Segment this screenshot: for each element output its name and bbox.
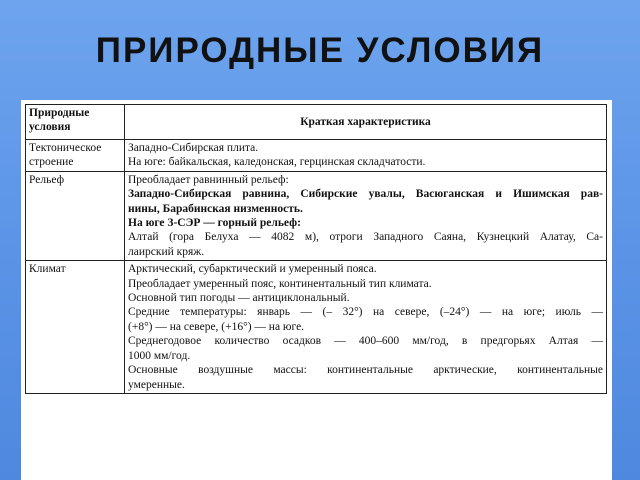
content-line: Преобладает умеренный пояс, континентальный тип климата.	[128, 277, 432, 290]
content-line: 1000 мм/год.	[128, 349, 191, 362]
content-line: Преобладает равнинный рельеф:	[128, 173, 289, 186]
row-content-tectonics	[125, 140, 607, 172]
content-line: Основной тип погоды — антициклональный.	[128, 292, 350, 305]
table-row-climate	[26, 261, 607, 394]
content-line: (+8°) — на севере, (+16°) — на юге.	[128, 320, 305, 333]
content-line: Среднегодовое количество осадков — 400–600 мм/год, в предгорьях Алтая —	[128, 335, 603, 348]
table-row-relief	[26, 171, 607, 260]
content-line: Западно-Сибирская равнина, Сибирские увалы, Васюганская и Ишимская рав-	[128, 188, 603, 201]
row-content-climate	[125, 261, 607, 394]
content-line: Алтай (гора Белуха — 4082 м), отроги Западного Саяна, Кузнецкий Алатау, Са-	[128, 231, 603, 244]
content-line: На юге: байкальская, каледонская, герцинская складчатости.	[128, 156, 426, 169]
row-content-relief	[125, 171, 607, 260]
content-line: На юге З-СЭР — горный рельеф:	[128, 217, 301, 230]
content-line: Арктический, субарктический и умеренный пояса.	[128, 263, 377, 276]
content-line: лаирский кряж.	[128, 245, 205, 258]
content-line: Западно-Сибирская плита.	[128, 142, 259, 154]
content-line: Основные воздушные массы: континентальные арктические, континентальные	[128, 364, 603, 377]
header-conditions: Природные условия	[26, 105, 125, 140]
content-line: Средние температуры: январь — (– 32°) на севере, (–24°) — на юге; июль —	[128, 306, 603, 319]
table-header-row	[26, 105, 607, 140]
characteristics-table	[25, 104, 607, 394]
slide-title: ПРИРОДНЫЕ УСЛОВИЯ	[95, 31, 545, 70]
header-characteristic: Краткая характеристика	[125, 105, 607, 140]
characteristics-table-image	[22, 101, 611, 480]
row-label-relief: Рельеф	[26, 171, 125, 260]
content-line: нины, Барабинская низменность.	[128, 202, 303, 215]
content-line: умеренные.	[128, 378, 185, 391]
table-row-tectonics	[26, 140, 607, 172]
row-label-climate: Климат	[26, 261, 125, 394]
row-label-tectonics: Тектоническое строение	[26, 140, 125, 172]
